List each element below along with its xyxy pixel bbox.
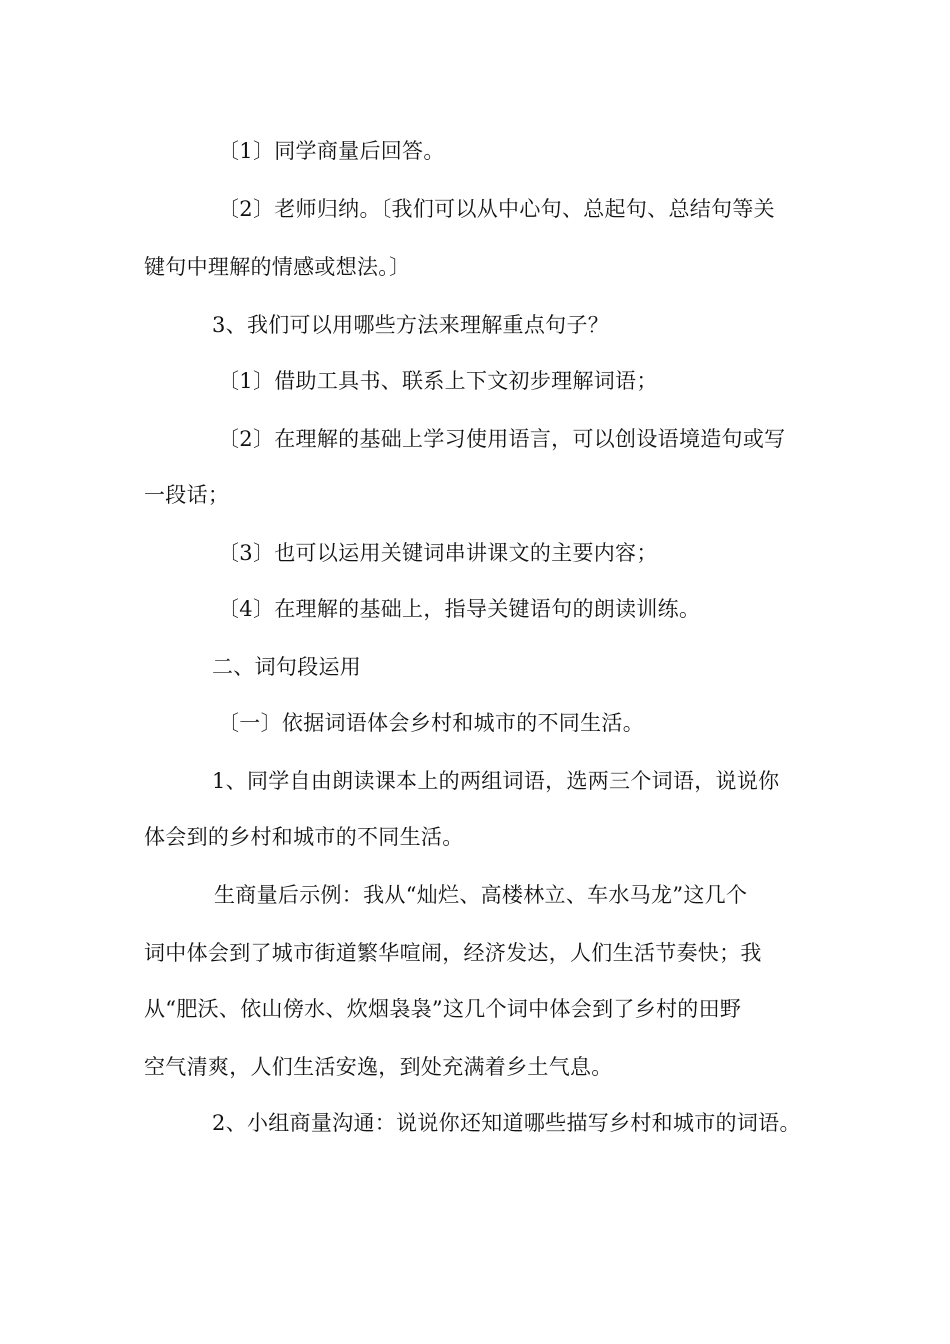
text-line: 〔4〕在理解的基础上，指导关键语句的朗读训练。 (218, 597, 701, 621)
text-line: 词中体会到了城市街道繁华喧闹，经济发达，人们生活节奏快；我 (144, 941, 762, 965)
section-heading: 二、词句段运用 (212, 655, 362, 679)
text-line: 〔3〕也可以运用关键词串讲课文的主要内容； (218, 541, 658, 565)
text-line: 键句中理解的情感或想法。〕 (144, 255, 411, 279)
text-line: 3、我们可以用哪些方法来理解重点句子？ (212, 313, 610, 337)
text-line: 体会到的乡村和城市的不同生活。 (144, 825, 464, 849)
text-line: 生商量后示例：我从“灿烂、高楼林立、车水马龙”这几个 (214, 883, 748, 907)
text-line: 〔2〕在理解的基础上学习使用语言，可以创设语境造句或写 (218, 427, 786, 451)
text-line: 〔一〕依据词语体会乡村和城市的不同生活。 (218, 711, 644, 735)
text-line: 一段话； (144, 483, 230, 507)
text-line: 〔2〕老师归纳。〔我们可以从中心句、总起句、总结句等关 (218, 197, 775, 221)
text-line: 1、同学自由朗读课本上的两组词语，选两三个词语，说说你 (212, 769, 780, 793)
text-line: 〔1〕借助工具书、联系上下文初步理解词语； (218, 369, 658, 393)
text-line: 〔1〕同学商量后回答。 (218, 139, 445, 163)
text-line: 空气清爽，人们生活安逸，到处充满着乡土气息。 (144, 1055, 613, 1079)
text-line: 2、小组商量沟通：说说你还知道哪些描写乡村和城市的词语。 (212, 1111, 801, 1135)
text-line: 从“肥沃、依山傍水、炊烟袅袅”这几个词中体会到了乡村的田野 (144, 997, 742, 1021)
